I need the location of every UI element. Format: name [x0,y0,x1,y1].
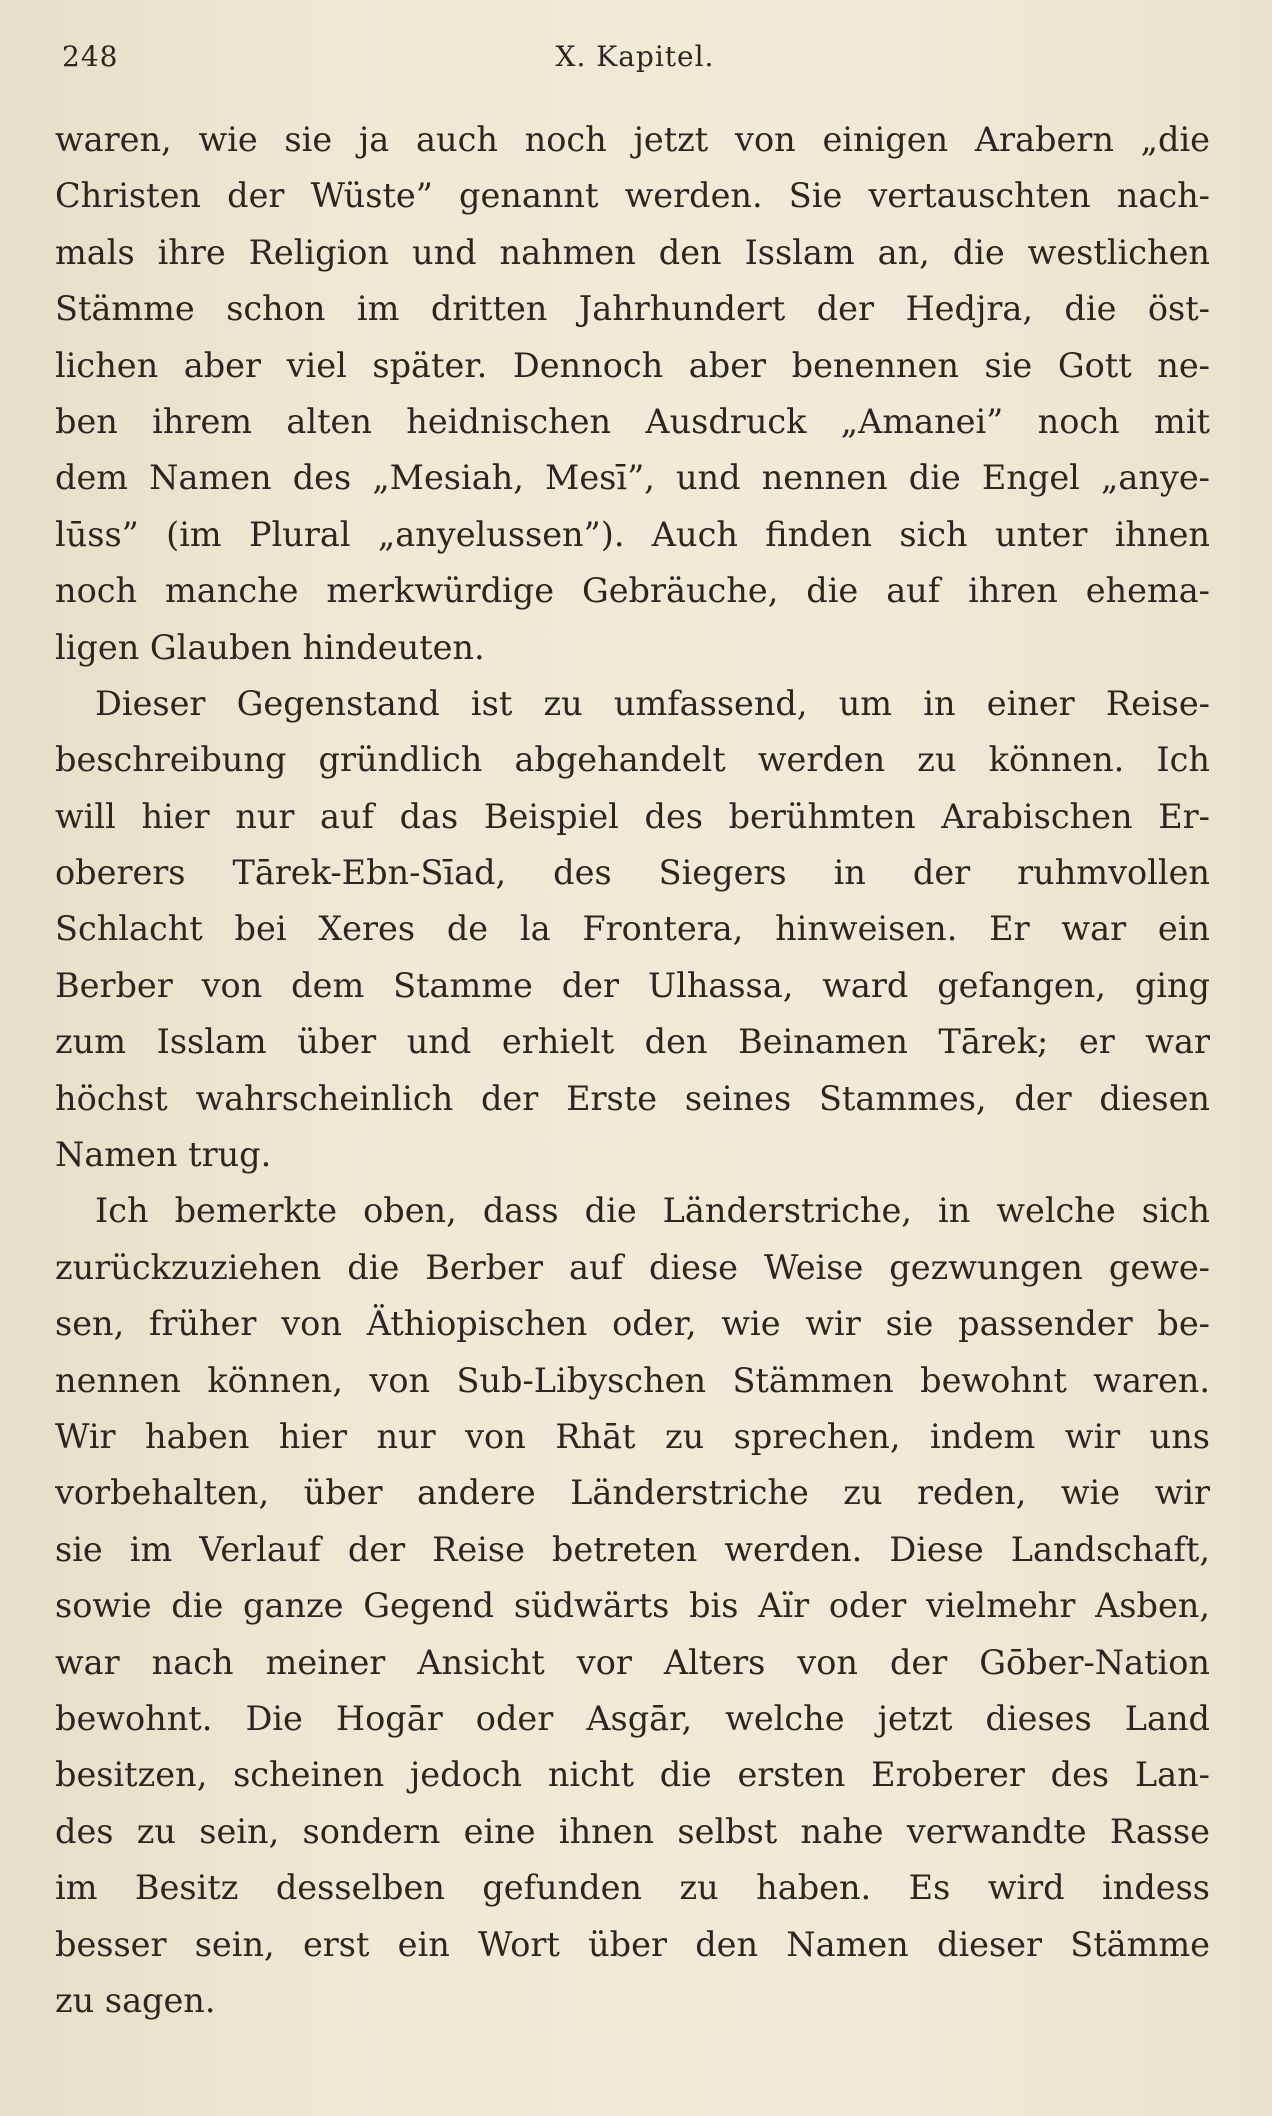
text-line: zum Isslam über und erhielt den Beinamen Tārek; er war [55,1022,1210,1062]
page-header [60,38,1210,78]
text-line: noch manche merkwürdige Gebräuche, die auf ihren ehema- [55,571,1210,611]
text-line: will hier nur auf das Beispiel des berühmten Arabischen Er- [55,796,1210,836]
text-line: zu sagen. [55,1980,216,2020]
text-line: ben ihrem alten heidnischen Ausdruck „Amanei” noch mit [55,401,1210,441]
text-line: sie im Verlauf der Reise betreten werden. Diese Landschaft, [55,1529,1210,1569]
running-title: X. Kapitel. [555,40,715,73]
text-line: sowie die ganze Gegend südwärts bis Aïr oder vielmehr Asben, [55,1586,1210,1626]
text-line: Stämme schon im dritten Jahrhundert der Hedjra, die öst- [55,289,1210,329]
text-line: vorbehalten, über andere Länderstriche zu reden, wie wir [55,1473,1210,1513]
text-line: höchst wahrscheinlich der Erste seines Stammes, der diesen [55,1078,1210,1118]
text-line: Christen der Wüste” genannt werden. Sie vertauschten nach- [55,176,1210,216]
text-line: lichen aber viel später. Dennoch aber benennen sie Gott ne- [55,345,1210,385]
text-line: des zu sein, sondern eine ihnen selbst nahe verwandte Rasse [55,1811,1210,1851]
page-number: 248 [62,40,119,73]
text-line: im Besitz desselben gefunden zu haben. Es wird indess [55,1868,1210,1908]
text-line: dem Namen des „Mesiah, Mesī”, und nennen die Engel „anye- [55,458,1210,498]
paragraph-1 [55,112,1210,676]
text-line: oberers Tārek-Ebn-Sīad, des Siegers in der ruhmvollen [55,853,1210,893]
text-line: besser sein, erst ein Wort über den Namen dieser Stämme [55,1924,1210,1964]
text-line: Dieser Gegenstand ist zu umfassend, um in einer Reise- [95,683,1210,723]
text-line: Namen trug. [55,1135,272,1175]
text-line: beschreibung gründlich abgehandelt werden zu können. Ich [55,740,1210,780]
text-line: Berber von dem Stamme der Ulhassa, ward gefangen, ging [55,965,1210,1005]
paragraph-2 [55,676,1210,1184]
text-line: Ich bemerkte oben, dass die Länderstriche, in welche sich [95,1191,1210,1231]
text-line: sen, früher von Äthiopischen oder, wie wir sie passender be- [55,1304,1210,1344]
text-line: zurückzuziehen die Berber auf diese Weise gezwungen gewe- [55,1247,1210,1287]
text-line: bewohnt. Die Hogār oder Asgār, welche jetzt dieses Land [55,1698,1210,1738]
text-line: nennen können, von Sub-Libyschen Stämmen bewohnt waren. [55,1360,1210,1400]
paragraph-3 [55,1183,1210,2029]
text-line: mals ihre Religion und nahmen den Isslam an, die westlichen [55,232,1210,272]
text-line: ligen Glauben hindeuten. [55,627,485,667]
text-line: Wir haben hier nur von Rhāt zu sprechen, indem wir uns [55,1416,1210,1456]
text-line: Schlacht bei Xeres de la Frontera, hinweisen. Er war ein [55,909,1210,949]
text-line: lūss” (im Plural „anyelussen”). Auch finden sich unter ihnen [55,514,1210,554]
text-line: besitzen, scheinen jedoch nicht die ersten Eroberer des Lan- [55,1755,1210,1795]
body-text [55,112,1210,2029]
text-line: waren, wie sie ja auch noch jetzt von einigen Arabern „die [55,120,1210,159]
text-line: war nach meiner Ansicht vor Alters von der Gōber-Nation [55,1642,1210,1682]
